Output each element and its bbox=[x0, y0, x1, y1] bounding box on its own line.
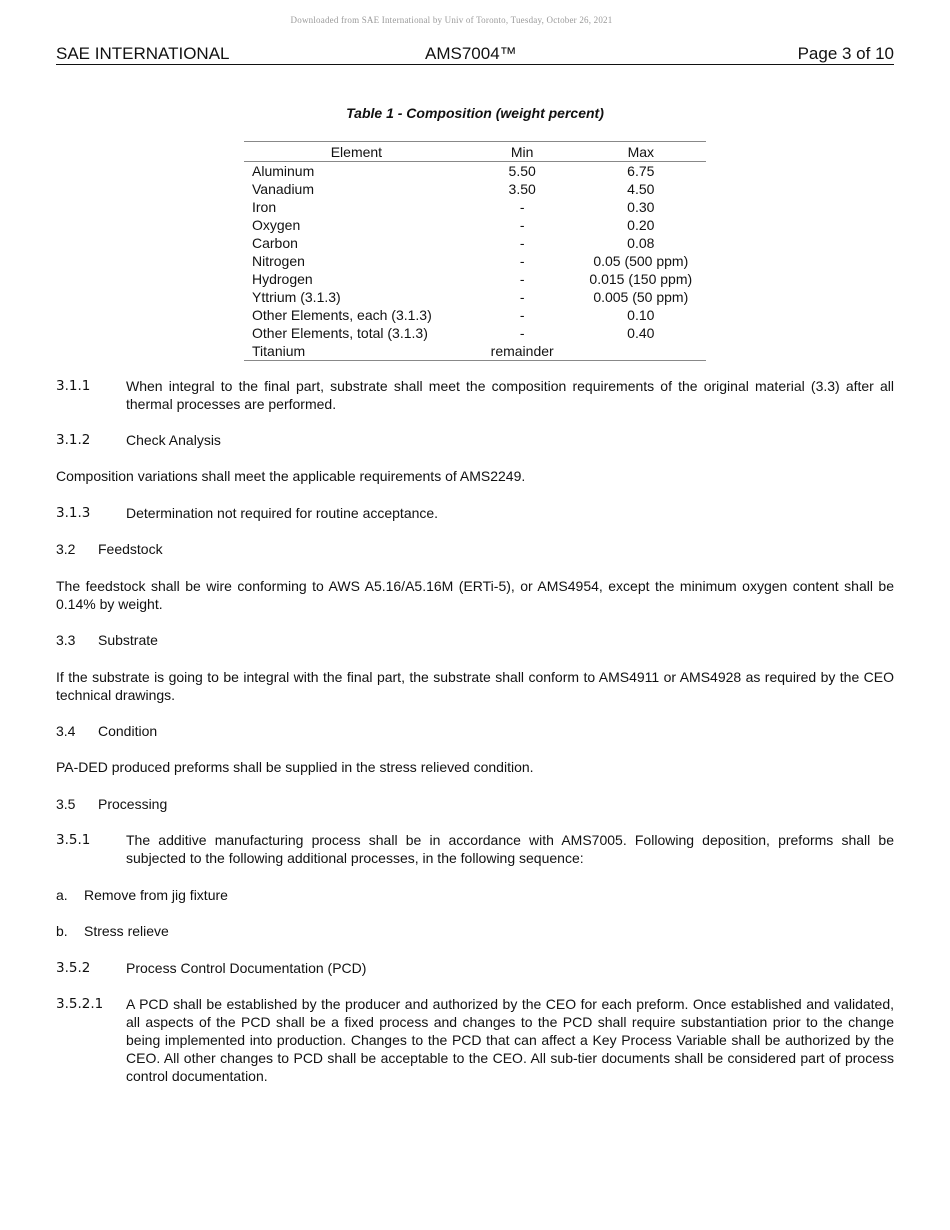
cell-max: 0.10 bbox=[627, 307, 655, 323]
section-number: 3.3 bbox=[56, 632, 76, 648]
section-3-5 bbox=[56, 795, 894, 813]
section-3-1-2-body: Composition variations shall meet the applicable requirements of AMS2249. bbox=[56, 468, 526, 484]
cell-element: Iron bbox=[252, 199, 277, 215]
table-header-row bbox=[244, 142, 706, 162]
cell-element: Yttrium (3.1.3) bbox=[252, 289, 341, 305]
cell-element: Other Elements, each (3.1.3) bbox=[252, 307, 432, 323]
cell-element: Oxygen bbox=[252, 217, 301, 233]
table-row bbox=[244, 324, 706, 342]
table-row bbox=[244, 252, 706, 270]
section-3-5-1 bbox=[56, 831, 894, 867]
table-row bbox=[244, 288, 706, 306]
section-number: 3.1.1 bbox=[56, 378, 91, 394]
cell-max: 0.015 (150 ppm) bbox=[589, 271, 693, 287]
cell-element: Vanadium bbox=[252, 181, 315, 197]
header-organization: SAE INTERNATIONAL bbox=[56, 44, 230, 63]
table-caption: Table 1 - Composition (weight percent) bbox=[346, 105, 604, 121]
column-header-min: Min bbox=[469, 142, 576, 162]
cell-min: - bbox=[519, 271, 525, 287]
cell-element: Hydrogen bbox=[252, 271, 313, 287]
section-3-4 bbox=[56, 722, 894, 740]
column-header-max: Max bbox=[576, 142, 706, 162]
list-marker: a. bbox=[56, 887, 68, 903]
section-3-5-2-1 bbox=[56, 995, 894, 1085]
section-number: 3.5.1 bbox=[56, 832, 91, 848]
section-title: Processing bbox=[98, 796, 168, 812]
header-document-id: AMS7004™ bbox=[425, 44, 517, 63]
section-title: Process Control Documentation (PCD) bbox=[126, 960, 367, 976]
list-marker: b. bbox=[56, 923, 68, 939]
section-number: 3.2 bbox=[56, 541, 76, 557]
section-text: When integral to the final part, substrate shall meet the composition requirements of the original material (3.3) after all thermal processes are performed. bbox=[126, 378, 894, 412]
cell-min: 3.50 bbox=[508, 181, 536, 197]
table-row bbox=[244, 306, 706, 324]
section-number: 3.5.2.1 bbox=[56, 996, 104, 1012]
cell-min: - bbox=[519, 307, 525, 323]
list-text: Remove from jig fixture bbox=[84, 887, 228, 903]
table-row bbox=[244, 162, 706, 181]
section-title: Feedstock bbox=[98, 541, 163, 557]
section-3-2-body: The feedstock shall be wire conforming to AWS A5.16/A5.16M (ERTi-5), or AMS4954, except the minimum oxygen content shall be 0.14% by weight. bbox=[56, 578, 894, 612]
cell-min: - bbox=[519, 289, 525, 305]
section-title: Substrate bbox=[98, 632, 158, 648]
cell-max: 6.75 bbox=[627, 163, 655, 179]
table-row bbox=[244, 216, 706, 234]
composition-table bbox=[244, 141, 706, 361]
section-text: The additive manufacturing process shall be in accordance with AMS7005. Following deposition, preforms shall be subjected to the following additional processes, in the following sequence: bbox=[126, 832, 894, 866]
cell-min: - bbox=[519, 199, 525, 215]
cell-max: 0.005 (50 ppm) bbox=[593, 289, 689, 305]
section-title: Check Analysis bbox=[126, 432, 221, 448]
cell-element: Nitrogen bbox=[252, 253, 305, 269]
cell-max: 0.08 bbox=[627, 235, 655, 251]
list-item bbox=[56, 886, 894, 904]
section-3-3 bbox=[56, 631, 894, 649]
list-text: Stress relieve bbox=[84, 923, 169, 939]
cell-min: remainder bbox=[490, 343, 554, 359]
page-header bbox=[56, 44, 894, 65]
cell-min: 5.50 bbox=[508, 163, 536, 179]
table-row bbox=[244, 198, 706, 216]
cell-min: - bbox=[519, 325, 525, 341]
section-number: 3.1.3 bbox=[56, 505, 91, 521]
cell-max: 0.40 bbox=[627, 325, 655, 341]
table-row bbox=[244, 234, 706, 252]
section-3-5-2 bbox=[56, 959, 894, 977]
column-header-element: Element bbox=[244, 142, 469, 162]
table-row bbox=[244, 342, 706, 361]
cell-element: Other Elements, total (3.1.3) bbox=[252, 325, 428, 341]
cell-min: - bbox=[519, 253, 525, 269]
section-3-1-3 bbox=[56, 504, 894, 522]
header-page-number: Page 3 of 10 bbox=[797, 44, 894, 63]
section-text: A PCD shall be established by the producer and authorized by the CEO for each preform. Once established and validated, all aspects of the PCD shall be a fixed process and changes to the PCD shall require substantiation prior to the change being implemented into production. Changes to the PCD that can affect a Key Process Variable shall be authorized by the CEO. All other changes to PCD shall be acceptable to the CEO. All sub-tier documents shall be considered part of process control documentation. bbox=[126, 996, 894, 1084]
cell-max bbox=[576, 342, 706, 361]
table-row bbox=[244, 180, 706, 198]
table-row bbox=[244, 270, 706, 288]
download-watermark: Downloaded from SAE International by Univ of Toronto, Tuesday, October 26, 2021 bbox=[290, 15, 613, 25]
section-number: 3.5 bbox=[56, 796, 76, 812]
section-3-1-1 bbox=[56, 377, 894, 413]
cell-max: 0.30 bbox=[627, 199, 655, 215]
list-item bbox=[56, 922, 894, 940]
cell-element: Carbon bbox=[252, 235, 298, 251]
cell-max: 0.05 (500 ppm) bbox=[593, 253, 689, 269]
section-3-4-body: PA-DED produced preforms shall be supplied in the stress relieved condition. bbox=[56, 759, 534, 775]
cell-min: - bbox=[519, 235, 525, 251]
section-title: Condition bbox=[98, 723, 158, 739]
cell-element: Titanium bbox=[252, 343, 306, 359]
cell-max: 0.20 bbox=[627, 217, 655, 233]
cell-element: Aluminum bbox=[252, 163, 315, 179]
cell-min: - bbox=[519, 217, 525, 233]
section-number: 3.5.2 bbox=[56, 960, 91, 976]
cell-max: 4.50 bbox=[627, 181, 655, 197]
section-text: Determination not required for routine acceptance. bbox=[126, 505, 439, 521]
section-3-1-2 bbox=[56, 431, 894, 449]
section-3-2 bbox=[56, 540, 894, 558]
section-number: 3.4 bbox=[56, 723, 76, 739]
section-3-3-body: If the substrate is going to be integral with the final part, the substrate shall conform to AMS4911 or AMS4928 as required by the CEO technical drawings. bbox=[56, 669, 894, 703]
section-number: 3.1.2 bbox=[56, 432, 91, 448]
